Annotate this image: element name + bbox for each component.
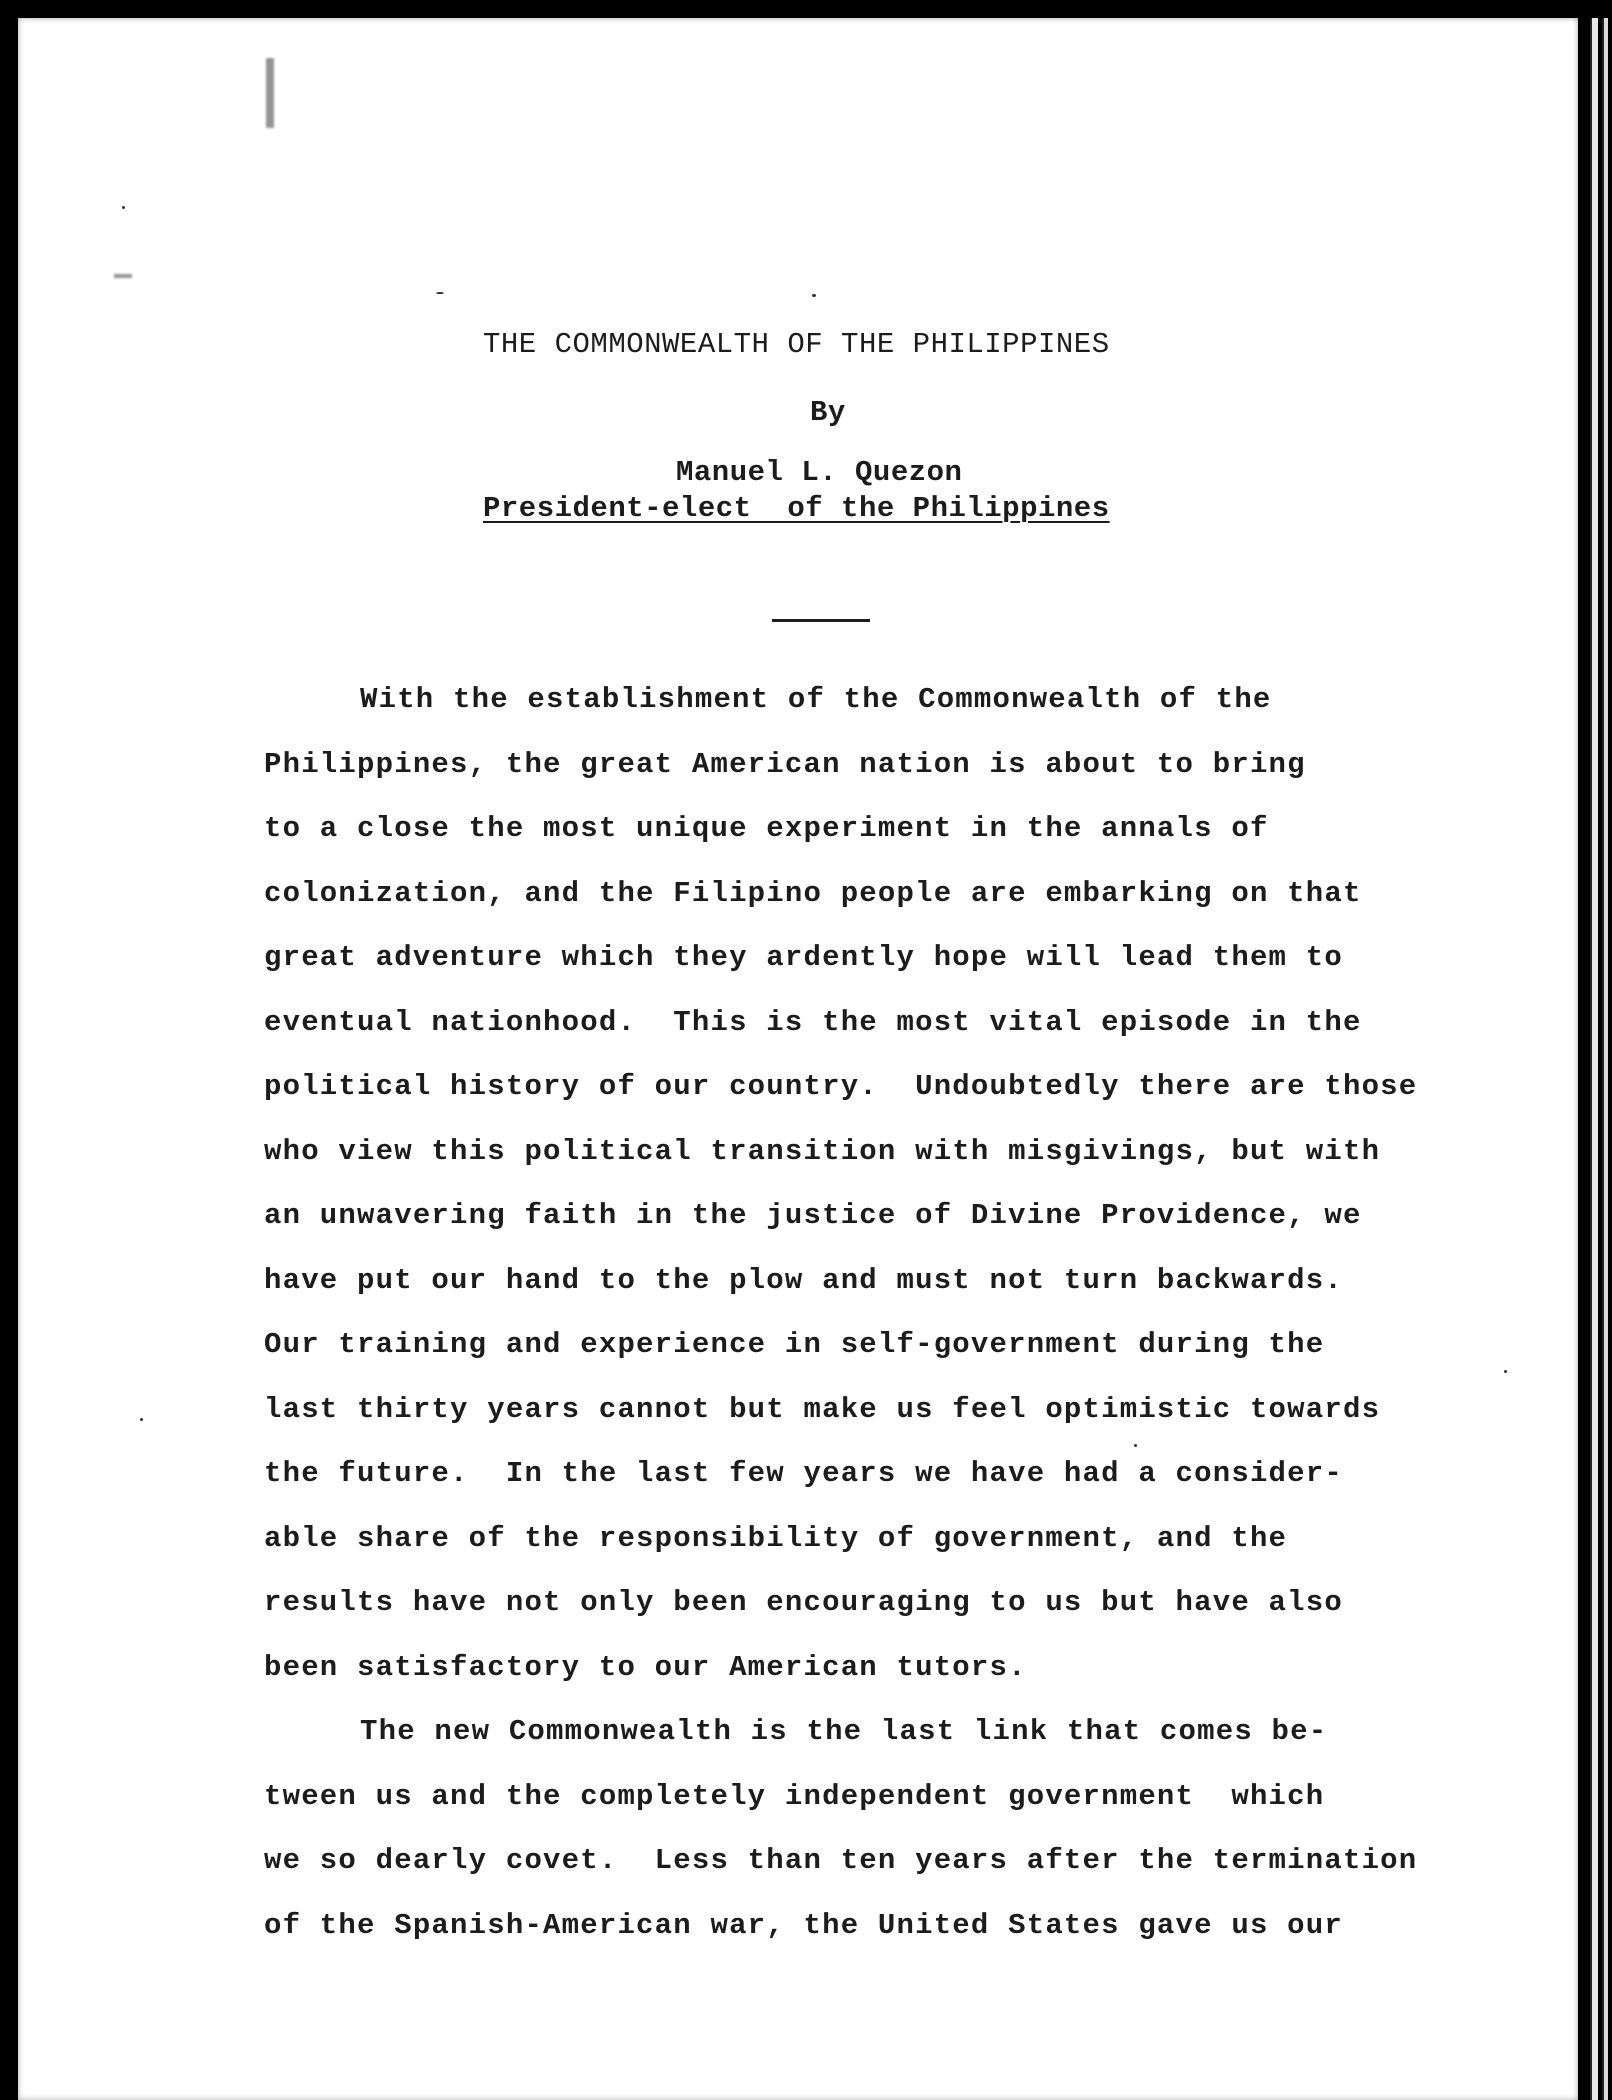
- text-line: to a close the most unique experiment in the annals of: [264, 812, 1269, 845]
- ink-smudge: [266, 58, 274, 128]
- text-line: have put our hand to the plow and must not turn backwards.: [264, 1263, 1343, 1297]
- text-line: The new Commonwealth is the last link that comes be-: [360, 1715, 1328, 1748]
- text-line: eventual nationhood. This is the most vital episode in the: [264, 1005, 1362, 1039]
- paper-edge: [1590, 18, 1598, 2100]
- text-line: Our training and experience in self-government during the: [264, 1328, 1325, 1361]
- paragraph-2: [264, 1712, 1504, 1970]
- text-line: able share of the responsibility of government, and the: [264, 1521, 1288, 1555]
- body-text: [264, 680, 1504, 1970]
- text-line: of the Spanish-American war, the United States gave us our: [264, 1908, 1343, 1942]
- paper-speck: [436, 292, 444, 294]
- document-title: THE COMMONWEALTH OF THE PHILIPPINES: [483, 328, 1110, 361]
- text-line: last thirty years cannot but make us feel optimistic towards: [264, 1392, 1381, 1426]
- paper-speck: [122, 206, 125, 209]
- paper-speck: [1504, 1370, 1507, 1373]
- author-name: Manuel L. Quezon: [676, 456, 963, 489]
- text-line: an unwavering faith in the justice of Divine Providence, we: [264, 1199, 1362, 1232]
- section-divider: [772, 619, 870, 622]
- paragraph-1: [264, 680, 1504, 1712]
- text-line: we so dearly covet. Less than ten years after the termination: [264, 1844, 1418, 1877]
- text-line: results have not only been encouraging to us but have also: [264, 1586, 1343, 1619]
- text-line: Philippines, the great American nation is about to bring: [264, 747, 1306, 781]
- text-line: the future. In the last few years we have had a consider-: [264, 1457, 1343, 1490]
- text-line: political history of our country. Undoubtedly there are those: [264, 1070, 1418, 1103]
- text-line: great adventure which they ardently hope will lead them to: [264, 941, 1343, 974]
- paper-speck: [140, 1418, 143, 1421]
- ink-smudge: [114, 274, 132, 278]
- text-line: been satisfactory to our American tutors.: [264, 1650, 1027, 1684]
- paper-edge: [1602, 18, 1608, 2100]
- text-line: With the establishment of the Commonwealth of the: [360, 683, 1272, 716]
- byline: By: [810, 396, 846, 429]
- author-position: President-elect of the Philippines: [483, 492, 1110, 525]
- text-line: tween us and the completely independent government which: [264, 1779, 1325, 1813]
- paper-speck: [812, 294, 816, 297]
- text-line: colonization, and the Filipino people are embarking on that: [264, 876, 1362, 910]
- text-line: who view this political transition with misgivings, but with: [264, 1134, 1381, 1168]
